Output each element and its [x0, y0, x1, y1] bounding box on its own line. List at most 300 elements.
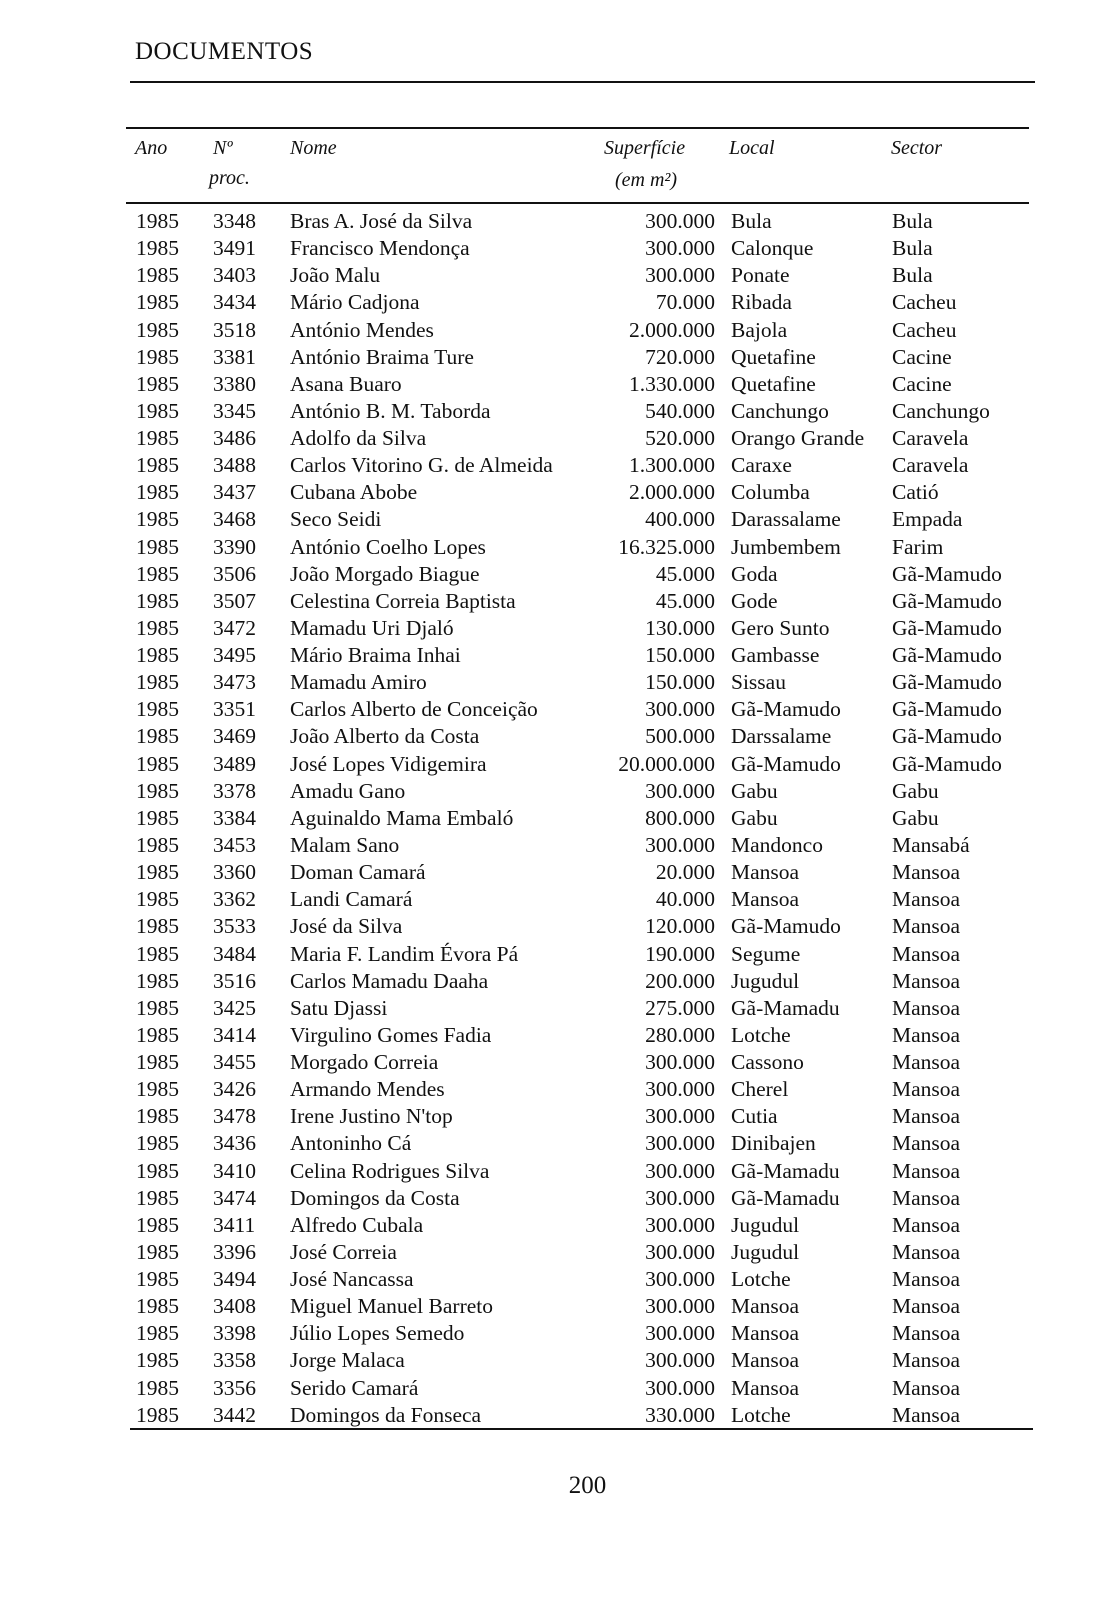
- cell-local: Goda: [731, 561, 778, 586]
- cell-nome: Cubana Abobe: [290, 480, 418, 505]
- cell-nome: Asana Buaro: [290, 371, 402, 396]
- cell-proc-number: 3403: [213, 263, 256, 288]
- cell-sector: Mansabá: [892, 832, 970, 857]
- page-number: 200: [568, 1472, 607, 1499]
- cell-superficie: 300.000: [645, 1104, 715, 1129]
- cell-local: Cassono: [731, 1050, 804, 1075]
- header-rule: [130, 81, 1035, 83]
- cell-proc-number: 3398: [213, 1321, 256, 1346]
- col-header-no: Nº: [213, 137, 233, 159]
- cell-ano: 1985: [136, 1022, 179, 1047]
- table-top-rule: [126, 127, 1029, 129]
- cell-local: Darassalame: [731, 507, 841, 532]
- cell-local: Gã-Mamadu: [731, 1158, 840, 1183]
- cell-proc-number: 3455: [213, 1050, 256, 1075]
- cell-sector: Gã-Mamudo: [892, 697, 1002, 722]
- col-header-local: Local: [729, 137, 775, 159]
- cell-proc-number: 3345: [213, 398, 256, 423]
- cell-sector: Mansoa: [892, 1294, 961, 1319]
- cell-sector: Gã-Mamudo: [892, 561, 1002, 586]
- cell-sector: Mansoa: [892, 1022, 961, 1047]
- cell-ano: 1985: [136, 344, 179, 369]
- cell-sector: Gã-Mamudo: [892, 588, 1002, 613]
- cell-nome: Malam Sano: [290, 832, 400, 857]
- cell-local: Jumbembem: [731, 534, 841, 559]
- cell-sector: Mansoa: [892, 1321, 961, 1346]
- table-row: [0, 317, 1109, 344]
- cell-local: Gabu: [731, 778, 778, 803]
- cell-proc-number: 3408: [213, 1294, 256, 1319]
- cell-superficie: 150.000: [645, 643, 715, 668]
- cell-superficie: 300.000: [645, 209, 715, 233]
- cell-superficie: 20.000.000: [618, 751, 715, 776]
- cell-superficie: 200.000: [645, 968, 715, 993]
- cell-superficie: 300.000: [645, 1321, 715, 1346]
- cell-ano: 1985: [136, 1050, 179, 1075]
- table-row: [0, 1076, 1109, 1103]
- cell-local: Mansoa: [731, 1375, 800, 1400]
- cell-local: Jugudul: [731, 1239, 800, 1264]
- cell-ano: 1985: [136, 507, 179, 532]
- cell-ano: 1985: [136, 1239, 179, 1264]
- cell-superficie: 300.000: [645, 832, 715, 857]
- cell-local: Ponate: [731, 263, 790, 288]
- cell-proc-number: 3437: [213, 480, 256, 505]
- cell-superficie: 300.000: [645, 1267, 715, 1292]
- cell-sector: Cacheu: [892, 290, 957, 315]
- cell-superficie: 300.000: [645, 263, 715, 288]
- cell-local: Bajola: [731, 317, 788, 342]
- cell-ano: 1985: [136, 832, 179, 857]
- cell-local: Gero Sunto: [731, 615, 830, 640]
- cell-superficie: 300.000: [645, 1294, 715, 1319]
- cell-sector: Mansoa: [892, 968, 961, 993]
- cell-proc-number: 3468: [213, 507, 256, 532]
- cell-local: Mandonco: [731, 832, 823, 857]
- cell-sector: Mansoa: [892, 941, 961, 966]
- cell-superficie: 1.300.000: [629, 453, 715, 478]
- cell-nome: Bras A. José da Silva: [290, 209, 473, 233]
- cell-proc-number: 3506: [213, 561, 256, 586]
- cell-superficie: 300.000: [645, 1050, 715, 1075]
- cell-ano: 1985: [136, 236, 179, 261]
- cell-superficie: 520.000: [645, 426, 715, 451]
- cell-ano: 1985: [136, 290, 179, 315]
- cell-local: Dinibajen: [731, 1131, 816, 1156]
- table-row: [0, 371, 1109, 398]
- table-row: [0, 1022, 1109, 1049]
- cell-local: Mansoa: [731, 860, 800, 885]
- table-row: [0, 398, 1109, 425]
- cell-ano: 1985: [136, 1077, 179, 1102]
- cell-ano: 1985: [136, 561, 179, 586]
- cell-local: Bula: [731, 209, 772, 233]
- cell-sector: Caravela: [892, 453, 969, 478]
- cell-nome: Adolfo da Silva: [290, 426, 427, 451]
- cell-sector: Mansoa: [892, 1267, 961, 1292]
- cell-sector: Mansoa: [892, 1131, 961, 1156]
- running-head: DOCUMENTOS: [135, 38, 314, 65]
- table-row: [0, 235, 1109, 262]
- cell-local: Quetafine: [731, 344, 816, 369]
- table-row: [0, 1130, 1109, 1157]
- cell-proc-number: 3491: [213, 236, 256, 261]
- cell-superficie: 330.000: [645, 1402, 715, 1427]
- table-row: [0, 615, 1109, 642]
- table-row: [0, 506, 1109, 533]
- cell-nome: Mamadu Uri Djaló: [290, 615, 454, 640]
- cell-proc-number: 3362: [213, 887, 256, 912]
- cell-ano: 1985: [136, 643, 179, 668]
- cell-ano: 1985: [136, 670, 179, 695]
- cell-ano: 1985: [136, 1348, 179, 1373]
- cell-ano: 1985: [136, 1158, 179, 1183]
- cell-proc-number: 3351: [213, 697, 256, 722]
- cell-sector: Gabu: [892, 778, 939, 803]
- table-row: [0, 1239, 1109, 1266]
- cell-superficie: 720.000: [645, 344, 715, 369]
- cell-nome: Mário Braima Inhai: [290, 643, 461, 668]
- cell-superficie: 300.000: [645, 1239, 715, 1264]
- table-row: [0, 452, 1109, 479]
- cell-proc-number: 3410: [213, 1158, 256, 1183]
- table-row: [0, 1212, 1109, 1239]
- cell-nome: Satu Djassi: [290, 995, 388, 1020]
- cell-nome: Carlos Alberto de Conceição: [290, 697, 538, 722]
- table-row: [0, 859, 1109, 886]
- cell-nome: João Morgado Biague: [290, 561, 480, 586]
- cell-ano: 1985: [136, 1375, 179, 1400]
- cell-nome: Domingos da Fonseca: [290, 1402, 482, 1427]
- cell-proc-number: 3380: [213, 371, 256, 396]
- cell-sector: Bula: [892, 236, 933, 261]
- cell-sector: Mansoa: [892, 1375, 961, 1400]
- table-row: [0, 723, 1109, 750]
- cell-sector: Gã-Mamudo: [892, 643, 1002, 668]
- cell-superficie: 300.000: [645, 236, 715, 261]
- cell-proc-number: 3381: [213, 344, 256, 369]
- cell-ano: 1985: [136, 1104, 179, 1129]
- cell-superficie: 300.000: [645, 697, 715, 722]
- cell-sector: Gabu: [892, 805, 939, 830]
- table-row: [0, 289, 1109, 316]
- table-row: [0, 479, 1109, 506]
- cell-ano: 1985: [136, 995, 179, 1020]
- cell-nome: Armando Mendes: [290, 1077, 445, 1102]
- table-row: [0, 344, 1109, 371]
- cell-sector: Bula: [892, 209, 933, 233]
- cell-proc-number: 3426: [213, 1077, 256, 1102]
- cell-ano: 1985: [136, 860, 179, 885]
- col-header-no-sub: proc.: [209, 167, 250, 189]
- cell-sector: Mansoa: [892, 1158, 961, 1183]
- table-header-rule: [126, 202, 1029, 204]
- cell-proc-number: 3390: [213, 534, 256, 559]
- cell-ano: 1985: [136, 534, 179, 559]
- cell-proc-number: 3396: [213, 1239, 256, 1264]
- cell-nome: Jorge Malaca: [290, 1348, 405, 1373]
- cell-sector: Mansoa: [892, 1239, 961, 1264]
- col-header-ano: Ano: [135, 137, 168, 159]
- cell-ano: 1985: [136, 1212, 179, 1237]
- cell-superficie: 275.000: [645, 995, 715, 1020]
- cell-nome: Francisco Mendonça: [290, 236, 470, 261]
- table-row: [0, 995, 1109, 1022]
- table-row: [0, 832, 1109, 859]
- cell-ano: 1985: [136, 615, 179, 640]
- cell-superficie: 70.000: [655, 290, 715, 315]
- cell-sector: Cacheu: [892, 317, 957, 342]
- table-row: [0, 534, 1109, 561]
- cell-proc-number: 3358: [213, 1348, 256, 1373]
- cell-local: Orango Grande: [731, 426, 865, 451]
- cell-proc-number: 3360: [213, 860, 256, 885]
- cell-nome: Mamadu Amiro: [290, 670, 427, 695]
- table-row: [0, 425, 1109, 452]
- cell-ano: 1985: [136, 1131, 179, 1156]
- table-row: [0, 669, 1109, 696]
- table-row: [0, 1158, 1109, 1185]
- cell-nome: Morgado Correia: [290, 1050, 439, 1075]
- table-bottom-rule: [130, 1428, 1033, 1430]
- cell-nome: Landi Camará: [290, 887, 413, 912]
- cell-nome: José da Silva: [290, 914, 403, 939]
- cell-ano: 1985: [136, 751, 179, 776]
- cell-superficie: 40.000: [655, 887, 715, 912]
- table-row: [0, 913, 1109, 940]
- cell-local: Gã-Mamudo: [731, 697, 841, 722]
- cell-superficie: 120.000: [645, 914, 715, 939]
- table-row: [0, 696, 1109, 723]
- cell-sector: Mansoa: [892, 1077, 961, 1102]
- cell-proc-number: 3378: [213, 778, 256, 803]
- cell-nome: João Alberto da Costa: [290, 724, 480, 749]
- cell-ano: 1985: [136, 371, 179, 396]
- table-row: [0, 805, 1109, 832]
- cell-ano: 1985: [136, 209, 179, 233]
- cell-ano: 1985: [136, 724, 179, 749]
- cell-superficie: 45.000: [655, 588, 715, 613]
- cell-nome: Virgulino Gomes Fadia: [290, 1022, 492, 1047]
- cell-superficie: 300.000: [645, 1077, 715, 1102]
- cell-sector: Farim: [892, 534, 944, 559]
- cell-local: Gã-Mamadu: [731, 995, 840, 1020]
- cell-superficie: 400.000: [645, 507, 715, 532]
- cell-ano: 1985: [136, 697, 179, 722]
- cell-ano: 1985: [136, 941, 179, 966]
- col-header-nome: Nome: [290, 137, 337, 159]
- cell-local: Lotche: [731, 1402, 791, 1427]
- cell-local: Calonque: [731, 236, 814, 261]
- cell-superficie: 500.000: [645, 724, 715, 749]
- cell-ano: 1985: [136, 805, 179, 830]
- cell-ano: 1985: [136, 1185, 179, 1210]
- cell-ano: 1985: [136, 1402, 179, 1427]
- cell-local: Gode: [731, 588, 778, 613]
- cell-nome: José Nancassa: [290, 1267, 414, 1292]
- cell-local: Mansoa: [731, 887, 800, 912]
- cell-local: Gã-Mamudo: [731, 751, 841, 776]
- table-row: [0, 1049, 1109, 1076]
- cell-ano: 1985: [136, 398, 179, 423]
- cell-superficie: 1.330.000: [629, 371, 715, 396]
- cell-ano: 1985: [136, 317, 179, 342]
- cell-local: Lotche: [731, 1022, 791, 1047]
- cell-ano: 1985: [136, 1267, 179, 1292]
- cell-sector: Mansoa: [892, 1185, 961, 1210]
- cell-proc-number: 3533: [213, 914, 256, 939]
- cell-ano: 1985: [136, 887, 179, 912]
- cell-nome: Aguinaldo Mama Embaló: [290, 805, 514, 830]
- cell-nome: Carlos Vitorino G. de Almeida: [290, 453, 553, 478]
- cell-ano: 1985: [136, 426, 179, 451]
- cell-sector: Mansoa: [892, 1348, 961, 1373]
- cell-sector: Mansoa: [892, 860, 961, 885]
- cell-proc-number: 3495: [213, 643, 256, 668]
- cell-superficie: 2.000.000: [629, 480, 715, 505]
- cell-proc-number: 3411: [213, 1212, 256, 1237]
- cell-local: Sissau: [731, 670, 786, 695]
- cell-ano: 1985: [136, 778, 179, 803]
- cell-local: Segume: [731, 941, 801, 966]
- cell-proc-number: 3425: [213, 995, 256, 1020]
- cell-sector: Mansoa: [892, 995, 961, 1020]
- cell-superficie: 540.000: [645, 398, 715, 423]
- table-row: [0, 561, 1109, 588]
- cell-nome: José Correia: [290, 1239, 397, 1264]
- cell-proc-number: 3486: [213, 426, 256, 451]
- cell-sector: Mansoa: [892, 1104, 961, 1129]
- cell-nome: José Lopes Vidigemira: [290, 751, 487, 776]
- cell-superficie: 300.000: [645, 1375, 715, 1400]
- cell-sector: Bula: [892, 263, 933, 288]
- cell-sector: Gã-Mamudo: [892, 724, 1002, 749]
- cell-proc-number: 3472: [213, 615, 256, 640]
- cell-local: Mansoa: [731, 1294, 800, 1319]
- cell-nome: Irene Justino N'top: [290, 1104, 453, 1129]
- cell-superficie: 300.000: [645, 1158, 715, 1183]
- table-row: [0, 1320, 1109, 1347]
- table-row: [0, 1185, 1109, 1212]
- cell-proc-number: 3507: [213, 588, 256, 613]
- cell-proc-number: 3489: [213, 751, 256, 776]
- cell-local: Quetafine: [731, 371, 816, 396]
- cell-nome: Doman Camará: [290, 860, 426, 885]
- cell-proc-number: 3436: [213, 1131, 256, 1156]
- cell-local: Gabu: [731, 805, 778, 830]
- cell-ano: 1985: [136, 453, 179, 478]
- cell-proc-number: 3478: [213, 1104, 256, 1129]
- table-row: [0, 778, 1109, 805]
- cell-nome: António Mendes: [290, 317, 434, 342]
- cell-nome: Mário Cadjona: [290, 290, 420, 315]
- cell-proc-number: 3516: [213, 968, 256, 993]
- cell-superficie: 190.000: [645, 941, 715, 966]
- cell-sector: Catió: [892, 480, 939, 505]
- cell-local: Gambasse: [731, 643, 820, 668]
- col-header-superficie-unit: (em m²): [615, 169, 678, 191]
- cell-proc-number: 3484: [213, 941, 256, 966]
- cell-superficie: 300.000: [645, 1185, 715, 1210]
- cell-superficie: 300.000: [645, 778, 715, 803]
- cell-sector: Mansoa: [892, 1050, 961, 1075]
- cell-local: Mansoa: [731, 1348, 800, 1373]
- cell-nome: Celestina Correia Baptista: [290, 588, 516, 613]
- cell-ano: 1985: [136, 263, 179, 288]
- cell-sector: Cacine: [892, 371, 952, 396]
- table-row: [0, 886, 1109, 913]
- cell-local: Lotche: [731, 1267, 791, 1292]
- table-row: [0, 262, 1109, 289]
- cell-superficie: 130.000: [645, 615, 715, 640]
- cell-local: Ribada: [731, 290, 792, 315]
- cell-local: Caraxe: [731, 453, 792, 478]
- cell-local: Gã-Mamadu: [731, 1185, 840, 1210]
- table-row: [0, 1266, 1109, 1293]
- cell-nome: Júlio Lopes Semedo: [290, 1321, 465, 1346]
- cell-ano: 1985: [136, 914, 179, 939]
- cell-ano: 1985: [136, 480, 179, 505]
- cell-nome: António B. M. Taborda: [290, 398, 491, 423]
- cell-proc-number: 3356: [213, 1375, 256, 1400]
- cell-local: Cherel: [731, 1077, 789, 1102]
- cell-sector: Mansoa: [892, 887, 961, 912]
- cell-superficie: 2.000.000: [629, 317, 715, 342]
- cell-superficie: 300.000: [645, 1212, 715, 1237]
- table-row: [0, 1347, 1109, 1374]
- table-row: [0, 751, 1109, 778]
- cell-nome: Antoninho Cá: [290, 1131, 412, 1156]
- cell-nome: Alfredo Cubala: [290, 1212, 424, 1237]
- cell-superficie: 16.325.000: [618, 534, 715, 559]
- cell-proc-number: 3474: [213, 1185, 256, 1210]
- cell-superficie: 300.000: [645, 1131, 715, 1156]
- cell-sector: Mansoa: [892, 1212, 961, 1237]
- cell-proc-number: 3414: [213, 1022, 256, 1047]
- table-row: [0, 588, 1109, 615]
- table-row: [0, 208, 1109, 235]
- cell-sector: Mansoa: [892, 1402, 961, 1427]
- col-header-sector: Sector: [891, 137, 943, 159]
- cell-nome: Celina Rodrigues Silva: [290, 1158, 490, 1183]
- cell-superficie: 300.000: [645, 1348, 715, 1373]
- cell-local: Gã-Mamudo: [731, 914, 841, 939]
- cell-nome: Maria F. Landim Évora Pá: [290, 941, 519, 966]
- cell-proc-number: 3434: [213, 290, 256, 315]
- cell-proc-number: 3348: [213, 209, 256, 233]
- cell-sector: Caravela: [892, 426, 969, 451]
- cell-superficie: 45.000: [655, 561, 715, 586]
- cell-nome: António Braima Ture: [290, 344, 474, 369]
- table-row: [0, 1375, 1109, 1402]
- cell-local: Mansoa: [731, 1321, 800, 1346]
- cell-proc-number: 3442: [213, 1402, 256, 1427]
- cell-proc-number: 3384: [213, 805, 256, 830]
- cell-proc-number: 3473: [213, 670, 256, 695]
- cell-sector: Cacine: [892, 344, 952, 369]
- table-row: [0, 968, 1109, 995]
- cell-superficie: 20.000: [655, 860, 715, 885]
- cell-sector: Gã-Mamudo: [892, 751, 1002, 776]
- cell-nome: Domingos da Costa: [290, 1185, 460, 1210]
- cell-local: Columba: [731, 480, 810, 505]
- cell-sector: Mansoa: [892, 914, 961, 939]
- cell-proc-number: 3453: [213, 832, 256, 857]
- table-row: [0, 642, 1109, 669]
- cell-superficie: 280.000: [645, 1022, 715, 1047]
- cell-ano: 1985: [136, 968, 179, 993]
- table-row: [0, 1402, 1109, 1429]
